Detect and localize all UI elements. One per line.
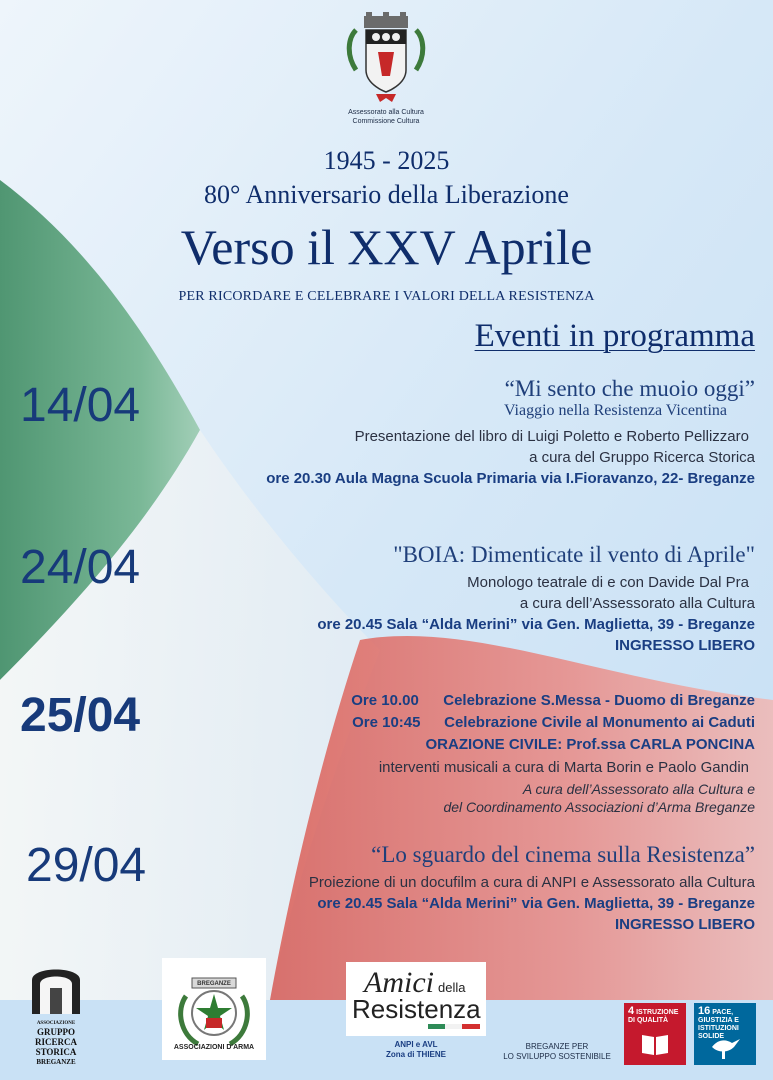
sustainability-line2: LO SVILUPPO SOSTENIBILE [503, 1052, 611, 1061]
event-schedule-row [351, 712, 755, 734]
sustainability-line1: BREGANZE PER [525, 1042, 589, 1051]
amici-word: Amici [364, 966, 434, 999]
event-organizer-2: del Coordinamento Associazioni d’Arma Breganze [443, 799, 755, 815]
anpi-line1: ANPI e AVL [394, 1040, 438, 1049]
gruppo-ricerca-storica-logo [28, 958, 84, 1064]
event-title: “Mi sento che muoio oggi” [504, 376, 755, 401]
amici-resistenza-logo [346, 962, 486, 1036]
years-heading: 1945 - 2025 [323, 146, 450, 175]
event-item: Celebrazione S.Messa - Duomo di Breganze [443, 692, 755, 709]
logo-text: ASSOCIAZIONE [36, 1021, 76, 1026]
anniversary-heading: 80° Anniversario della Liberazione [204, 180, 569, 209]
event-description: Proiezione di un docufilm a cura di ANPI e Assessorato alla Cultura [308, 874, 755, 891]
logo-text: GRUPPO [37, 1027, 75, 1037]
sdg4-badge [624, 1003, 686, 1065]
event-time: Ore 10.00 [351, 692, 419, 709]
event-subtitle: Viaggio nella Resistenza Vicentina [503, 402, 727, 419]
dove-gavel-icon [708, 1033, 742, 1059]
event-speaker: ORAZIONE CIVILE: Prof.ssa CARLA PONCINA [425, 736, 755, 753]
event-date-1: 14/04 [20, 379, 141, 432]
event-entry: INGRESSO LIBERO [614, 637, 755, 654]
event-block-3 [351, 690, 755, 816]
event-organizer: a cura del Gruppo Ricerca Storica [529, 449, 755, 466]
tricolor-stripe [428, 1024, 480, 1029]
event-description: Monologo teatrale di e con Davide Dal Pra [467, 574, 749, 591]
crest-caption [336, 108, 436, 126]
arma-logo-top: BREGANZE [197, 981, 231, 987]
event-organizer: A cura dell’Assessorato alla Cultura e [522, 781, 755, 797]
arma-logo-bottom: ASSOCIAZIONI D'ARMA [173, 1044, 255, 1051]
event-music: interventi musicali a cura di Marta Borin e Paolo Gandin [378, 759, 749, 776]
logo-text: RICERCA [34, 1037, 77, 1047]
sdg16-badge [694, 1003, 756, 1065]
resistenza-word: Resistenza [352, 994, 481, 1024]
event-description: Presentazione del libro di Luigi Poletto e Roberto Pellizzaro [354, 428, 749, 445]
event-block-2 [317, 542, 755, 656]
event-block-1 [266, 376, 755, 489]
event-venue: ore 20.30 Aula Magna Scuola Primaria via I.Fioravanzo, 22- Breganze [266, 470, 755, 487]
municipal-crest-icon [338, 10, 434, 108]
event-schedule-row [351, 690, 755, 712]
event-entry: INGRESSO LIBERO [614, 916, 755, 933]
logo-text: BREGANZE [36, 1058, 76, 1066]
page-subtitle: PER RICORDARE E CELEBRARE I VALORI DELLA RESISTENZA [178, 289, 595, 304]
arch-gate-icon [28, 958, 84, 1016]
event-time: Ore 10:45 [352, 714, 421, 731]
event-title: “Lo sguardo del cinema sulla Resistenza” [371, 842, 755, 867]
sustainability-caption [494, 1042, 620, 1062]
logo-text: STORICA [35, 1047, 77, 1057]
anpi-line2: Zona di THIENE [386, 1050, 446, 1059]
anpi-caption [360, 1040, 472, 1060]
sdg16-number: 16 [698, 1005, 711, 1017]
page-title: Verso il XXV Aprile [180, 219, 593, 275]
event-date-2: 24/04 [20, 541, 141, 594]
event-date-4: 29/04 [26, 839, 147, 892]
book-icon [640, 1031, 670, 1057]
event-title: "BOIA: Dimenticate il vento di Aprile" [393, 542, 755, 567]
della-word: della [438, 980, 466, 995]
crest-caption-line2: Commissione Cultura [352, 118, 420, 125]
event-venue: ore 20.45 Sala “Alda Merini” via Gen. Maglietta, 39 - Breganze [317, 616, 755, 633]
event-item: Celebrazione Civile al Monumento ai Caduti [444, 714, 755, 731]
events-heading: Eventi in programma [474, 318, 755, 354]
event-venue: ore 20.45 Sala “Alda Merini” via Gen. Maglietta, 39 - Breganze [317, 895, 755, 912]
event-block-4 [309, 842, 755, 935]
sdg4-number: 4 [628, 1005, 635, 1017]
crest-caption-line1: Assessorato alla Cultura [348, 109, 424, 116]
sdg4-text: ISTRUZIONE DI QUALITÀ [628, 1009, 679, 1024]
associazioni-arma-logo [162, 958, 266, 1060]
event-date-3: 25/04 [20, 689, 141, 742]
sdg16-text: PACE, GIUSTIZIA E ISTITUZIONI SOLIDE [698, 1009, 739, 1040]
event-organizer: a cura dell’Assessorato alla Cultura [519, 595, 755, 612]
